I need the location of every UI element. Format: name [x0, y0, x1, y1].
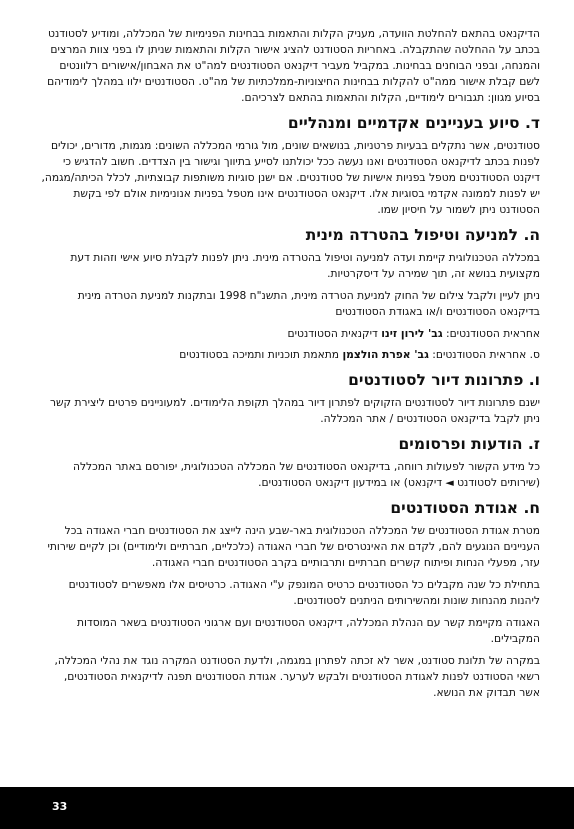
responsible-name-2: גב' אפרת הולצמן — [342, 348, 429, 361]
academic-assistance-paragraph: סטודנטים, אשר נתקלים בבעיות פרטניות, בנושאים שונים, מול גורמי המכללה השונים: מגמות, מדורים, יכולים לפנות בכתב לדיקנאט הסטודנטים ואנו נעשה ככל יכולתנו לסייע בתיווך וגישור בין הצדדים. חשוב להדגיש כי דיקנט הסטודנטים מטפל בפניות אישיות של סטודנטים. אם ישנן סוגיות משותפות קבוצתיות, לכלל הכיתה/מגמה, יש לפנות לממונה אקדמי בסוגיות אלו. דיקנאט הסטודנטים אינו מטפל בפניות אנונימיות אולם לפי בקשת הסטודנט ניתן לשמור על חיסיון שמו. — [41, 139, 540, 216]
responsible-name-1: גב' לירון זינו — [381, 327, 443, 340]
intro-paragraph: הדיקנאט בהתאם להחלטת הוועדה, מעניק הקלות והתאמות בבחינות הפנימיות של המכללה, ומודיע לסטודנט בכתב על ההחלטה שהתקבלה. באחריות הסטודנט להציג אישור הקלות והתאמות שניתן לו בפני צוות המרצים והמנחה, ובפני הבוחנים בבחינות. במקביל מעביר דיקנאט הסטודנטים למה"ט את האבחון/אישורים רלוונטים לשם קבלת אישור ממה"ט להקלות בבחינות החיצוניות-ממלכתיות של מה"ט. הסטודנטים ילוו במהלך לימודיהם בסיוע מגוון: תגבורים לימודיים, הקלות והתאמות בהתאם לצרכיהם. — [47, 27, 540, 104]
student-union-paragraph-2: בתחילת כל שנה מקבלים כל הסטודנטים כרטיס המונפק ע"י האגודה. כרטיסים אלו מאפשרים לסטודנטים ליהנות מהנחות שונות ומהשירותים הניתנים לסטודנטים. — [68, 578, 540, 607]
section-title-housing: ו. פתרונות דיור לסטודנטים — [348, 371, 540, 389]
student-union-paragraph-1: מטרת אגודת הסטודנטים של המכללה הטכנולוגית באר-שבע הינה לייצג את הסטודנטים חברי האגודה בכל העניינים הנוגעים להם, לקדם את האינטרסים של חברי האגודה (כלכליים, חברתיים ולימודיים) וכן לקיים שירותי עזר, מפעלי הנחות ופיתוח קשרים חברתיים ותרבותיים בקרב הסטודנטים חברי האגודה. — [47, 524, 540, 569]
document-page — [40, 26, 540, 779]
footer-bar — [0, 787, 574, 829]
announcements-paragraph: כל מידע הקשור לפעולות רווחה, בדיקנאט הסטודנטים של המכללה הטכנולוגית, יפורסם באתר המכללה (שירותים לסטודנט ◄ דיקנאט) או במידעון דיקנאט הסטודנטים. — [72, 460, 540, 489]
section-title-sexual-harassment: ה. למניעה וטיפול בהטרדה מינית — [305, 226, 540, 244]
responsible-role-2: מתאמת תוכניות ותמיכה בסטודנטים — [179, 348, 343, 361]
section-title-academic-assistance: ד. סיוע בעניינים אקדמיים ומנהליים — [287, 114, 540, 132]
responsible-label-1: אחראית הסטודנטים: — [442, 327, 540, 340]
responsible-role-1: דיקנאית הסטודנטים — [287, 327, 382, 340]
housing-paragraph: ישנם פתרונות דיור לסטודנטים הזקוקים לפתרון דיור במהלך תקופת הלימודים. למעוניינים פרטים ליצירת קשר ניתן לקבל בדיקנאט הסטודנטים / אתר המכללה. — [49, 396, 540, 425]
student-union-paragraph-4: במקרה של תלונת סטודנט, אשר לא זכתה לפתרון במגמה, ולדעת הסטודנט המקרה נוגד את נהלי המכללה, רשאי הסטודנט לפנות לאגודת הסטודנטים ולבקש לערער. אגודת הסטודנטים תפנה לדיקנאית הסטודנטים, אשר תבדוק את הנושא. — [54, 654, 540, 699]
responsible-line-1 — [40, 326, 540, 342]
responsible-line-2 — [40, 347, 540, 363]
page-number: 33 — [52, 800, 68, 813]
section-title-student-union: ח. אגודת הסטודנטים — [390, 499, 540, 517]
section-title-announcements: ז. הודעות ופרסומים — [398, 435, 540, 453]
student-union-paragraph-3: האגודה מקיימת קשר עם הנהלת המכללה, דיקנאט הסטודנטים ועם ארגוני הסטודנטים בשאר המוסדות המקבילים. — [76, 616, 540, 645]
harassment-paragraph-2: ניתן לעיין ולקבל צילום של החוק למניעת הטרדה מינית, התשנ"ח 1998 ובתקנות למניעת הטרדה מינית בדיקנאט הסטודנטים ו/או באגודת הסטודנטים — [77, 289, 540, 318]
responsible-label-2: ס. אחראית הסטודנטים: — [428, 348, 540, 361]
harassment-paragraph-1: במכללה הטכנולוגית קיימת ועדה למניעה וטיפול בהטרדה מינית. ניתן לפנות לקבלת סיוע אישי וזהות דעת מקצועית בנושא זה, תוך שמירה על דיסקרטיות. — [70, 251, 540, 280]
